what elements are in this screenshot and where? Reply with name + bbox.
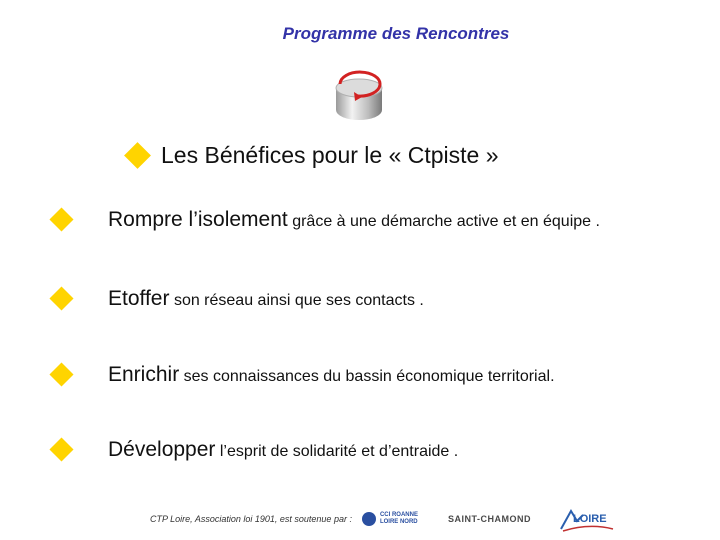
bullet-keyword: Enrichir [108,363,180,386]
bullet-diamond-icon [124,142,151,169]
cci-line2: LOIRE NORD [379,519,418,525]
cci-line1: CCI ROANNE [379,512,418,518]
bullet-diamond-icon [49,207,73,231]
subtitle-text: Les Bénéfices pour le « Ctpiste » [161,141,499,168]
bullet-item-4 [0,434,720,466]
ctp-logo-icon [328,66,390,124]
bullet-keyword: Développer [108,438,216,461]
page-title: Programme des Rencontres [282,24,510,43]
footer-note: CTP Loire, Association loi 1901, est soutenue par : [150,514,352,524]
bullet-item-1 [0,204,720,236]
cci-circle-icon [362,512,376,526]
bullet-text: l’esprit de solidarité et d’entraide . [219,443,459,460]
loire-word: LOIRE [572,513,607,525]
loire-logo [559,505,615,533]
section-subtitle [126,140,499,170]
bullet-item-2 [0,283,720,315]
bullet-text: grâce à une démarche active et en équipe . [292,213,600,230]
bullet-item-3 [0,359,720,391]
saint-chamond-logo: SAINT-CHAMOND [447,514,531,524]
bullet-text: ses connaissances du bassin économique territorial. [183,368,555,385]
cci-logo [362,512,418,526]
bullet-diamond-icon [49,362,73,386]
bullet-diamond-icon [49,437,73,461]
bullet-keyword: Etoffer [108,287,170,310]
bullet-text: son réseau ainsi que ses contacts . [173,292,424,309]
bullet-diamond-icon [49,286,73,310]
footer-sponsors [150,504,615,534]
bullet-keyword: Rompre l’isolement [108,208,288,231]
